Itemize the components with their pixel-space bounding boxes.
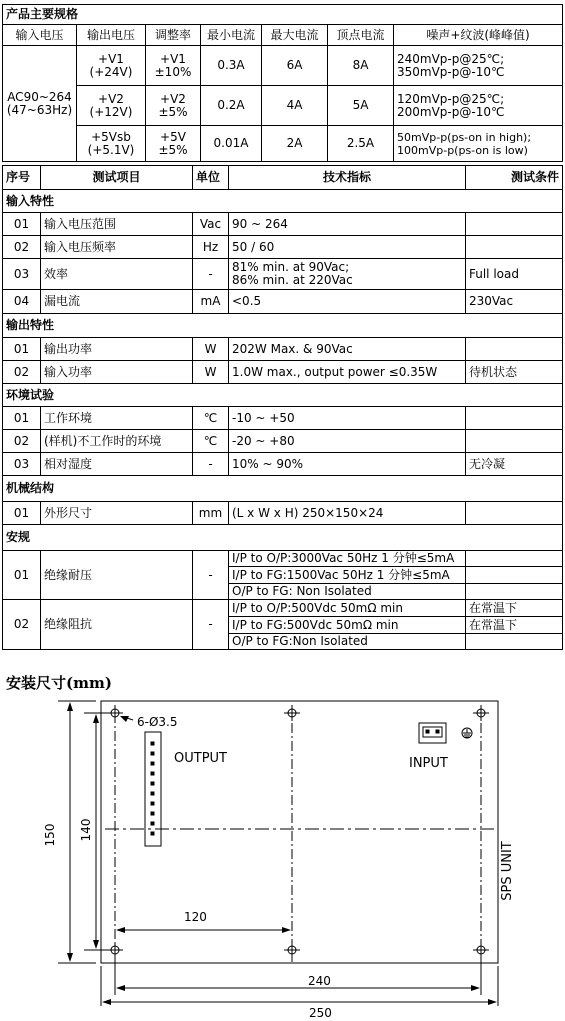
spec-header: 噪声+纹波(峰峰值) xyxy=(394,25,563,46)
section-output: 输出特性 xyxy=(3,314,563,338)
row-unit: W xyxy=(193,338,229,361)
row-spec: 81% min. at 90Vac; 86% min. at 220Vac xyxy=(229,259,466,290)
row-item: 外形尺寸 xyxy=(41,502,193,525)
row-item: 输入功率 xyxy=(41,361,193,384)
spec-header: 输出电压 xyxy=(77,25,146,46)
row-spec: I/P to O/P:500Vdc 50mΩ min xyxy=(229,600,466,617)
dim-150-label: 150 xyxy=(43,823,57,847)
spec-cell: 6A xyxy=(262,46,328,86)
mount-hole xyxy=(473,942,489,958)
dim-140-label: 140 xyxy=(79,818,93,842)
row-cond: 无冷凝 xyxy=(466,453,563,476)
row-unit: - xyxy=(193,600,229,650)
row-no: 01 xyxy=(3,551,41,600)
spec-cell: 4A xyxy=(262,86,328,126)
spec-cell: +V1 (+24V) xyxy=(77,46,146,86)
col-item-header: 测试项目 xyxy=(41,166,193,190)
spec-cell: +V2 (+12V) xyxy=(77,86,146,126)
spec-header: 顶点电流 xyxy=(328,25,394,46)
row-spec: (L x W x H) 250×150×24 xyxy=(229,502,466,525)
row-no: 02 xyxy=(3,236,41,259)
row-no: 02 xyxy=(3,600,41,650)
row-item: 绝缘耐压 xyxy=(41,551,193,600)
col-unit-header: 单位 xyxy=(193,166,229,190)
row-no: 01 xyxy=(3,338,41,361)
row-item: 相对湿度 xyxy=(41,453,193,476)
section-mech: 机械结构 xyxy=(3,476,563,502)
spec-cell: 120mVp-p@25℃; 200mVp-p@-10℃ xyxy=(394,86,563,126)
row-spec: I/P to FG:500Vdc 50mΩ min xyxy=(229,617,466,634)
col-cond-header: 测试条件 xyxy=(466,166,563,190)
row-cond: Full load xyxy=(466,259,563,290)
row-no: 01 xyxy=(3,213,41,236)
spec-cell: 240mVp-p@25℃; 350mVp-p@-10℃ xyxy=(394,46,563,86)
spec-cell: +5Vsb (+5.1V) xyxy=(77,126,146,162)
row-no: 03 xyxy=(3,453,41,476)
input-voltage: AC90~264 xyxy=(7,89,72,104)
row-unit: Vac xyxy=(193,213,229,236)
row-unit: - xyxy=(193,259,229,290)
section-input: 输入特性 xyxy=(3,190,563,213)
row-spec: 202W Max. & 90Vac xyxy=(229,338,466,361)
row-no: 01 xyxy=(3,407,41,430)
row-spec: -20 ~ +80 xyxy=(229,430,466,453)
row-no: 02 xyxy=(3,361,41,384)
row-spec: 50 / 60 xyxy=(229,236,466,259)
row-unit: ℃ xyxy=(193,430,229,453)
row-spec: 90 ~ 264 xyxy=(229,213,466,236)
hole-label: 6-Ø3.5 xyxy=(137,715,178,729)
spec-cell: 5A xyxy=(328,86,394,126)
spec-cell: 2.5A xyxy=(328,126,394,162)
spec-cell: +5V ±5% xyxy=(146,126,201,162)
row-spec: 10% ~ 90% xyxy=(229,453,466,476)
mount-title: 安装尺寸(mm) xyxy=(6,674,112,692)
row-unit: Hz xyxy=(193,236,229,259)
row-spec: O/P to FG: Non Isolated xyxy=(229,584,466,600)
row-unit: mA xyxy=(193,290,229,314)
input-freq: (47~63Hz) xyxy=(6,102,73,117)
row-spec: -10 ~ +50 xyxy=(229,407,466,430)
row-cond: 待机状态 xyxy=(466,361,563,384)
spec-cell: 50mVp-p(ps-on in high); 100mVp-p(ps-on is low) xyxy=(394,126,563,162)
row-no: 01 xyxy=(3,502,41,525)
spec-cell: 0.2A xyxy=(201,86,262,126)
input-label: INPUT xyxy=(409,756,448,771)
row-cond: 在常温下 xyxy=(466,600,563,617)
section-env: 环境试验 xyxy=(3,384,563,407)
dim-240-label: 240 xyxy=(308,974,331,988)
row-no: 02 xyxy=(3,430,41,453)
section-safety: 安规 xyxy=(3,525,563,551)
row-spec: <0.5 xyxy=(229,290,466,314)
row-unit: mm xyxy=(193,502,229,525)
output-label: OUTPUT xyxy=(174,751,227,766)
output-connector-pins xyxy=(151,742,154,835)
spec-header: 调整率 xyxy=(146,25,201,46)
spec-cell: 2A xyxy=(262,126,328,162)
spec-cell: +V1 ±10% xyxy=(146,46,201,86)
col-spec-header: 技术指标 xyxy=(229,166,466,190)
spec-header: 输入电压 xyxy=(3,25,77,46)
row-item: 效率 xyxy=(41,259,193,290)
row-unit: - xyxy=(193,453,229,476)
row-item: 绝缘阻抗 xyxy=(41,600,193,650)
row-unit: - xyxy=(193,551,229,600)
mount-hole xyxy=(284,942,300,958)
row-item: 工作环境 xyxy=(41,407,193,430)
mount-hole xyxy=(473,705,489,721)
dim-250-label: 250 xyxy=(309,1006,332,1020)
row-spec: I/P to O/P:3000Vac 50Hz 1 分钟≤5mA xyxy=(229,551,466,567)
row-cond: 在常温下 xyxy=(466,617,563,634)
row-spec: O/P to FG:Non Isolated xyxy=(229,634,466,650)
spec-header: 最大电流 xyxy=(262,25,328,46)
row-no: 04 xyxy=(3,290,41,314)
spec-cell: 0.3A xyxy=(201,46,262,86)
row-spec: 1.0W max., output power ≤0.35W xyxy=(229,361,466,384)
spec-cell: 0.01A xyxy=(201,126,262,162)
row-item: (样机)不工作时的环境 xyxy=(41,430,193,453)
unit-label: SPS UNIT xyxy=(500,841,515,901)
row-spec: I/P to FG:1500Vac 50Hz 1 分钟≤5mA xyxy=(229,567,466,584)
ground-icon xyxy=(462,728,472,738)
spec-header: 最小电流 xyxy=(201,25,262,46)
dim-120-label: 120 xyxy=(184,910,207,924)
row-item: 输入电压范围 xyxy=(41,213,193,236)
row-item: 输入电压频率 xyxy=(41,236,193,259)
row-unit: ℃ xyxy=(193,407,229,430)
row-item: 输出功率 xyxy=(41,338,193,361)
spec-cell: 8A xyxy=(328,46,394,86)
row-item: 漏电流 xyxy=(41,290,193,314)
row-unit: W xyxy=(193,361,229,384)
row-no: 03 xyxy=(3,259,41,290)
mount-hole xyxy=(284,705,300,721)
col-no-header: 序号 xyxy=(3,166,41,190)
spec-title: 产品主要规格 xyxy=(3,5,563,25)
row-cond: 230Vac xyxy=(466,290,563,314)
spec-cell: +V2 ±5% xyxy=(146,86,201,126)
